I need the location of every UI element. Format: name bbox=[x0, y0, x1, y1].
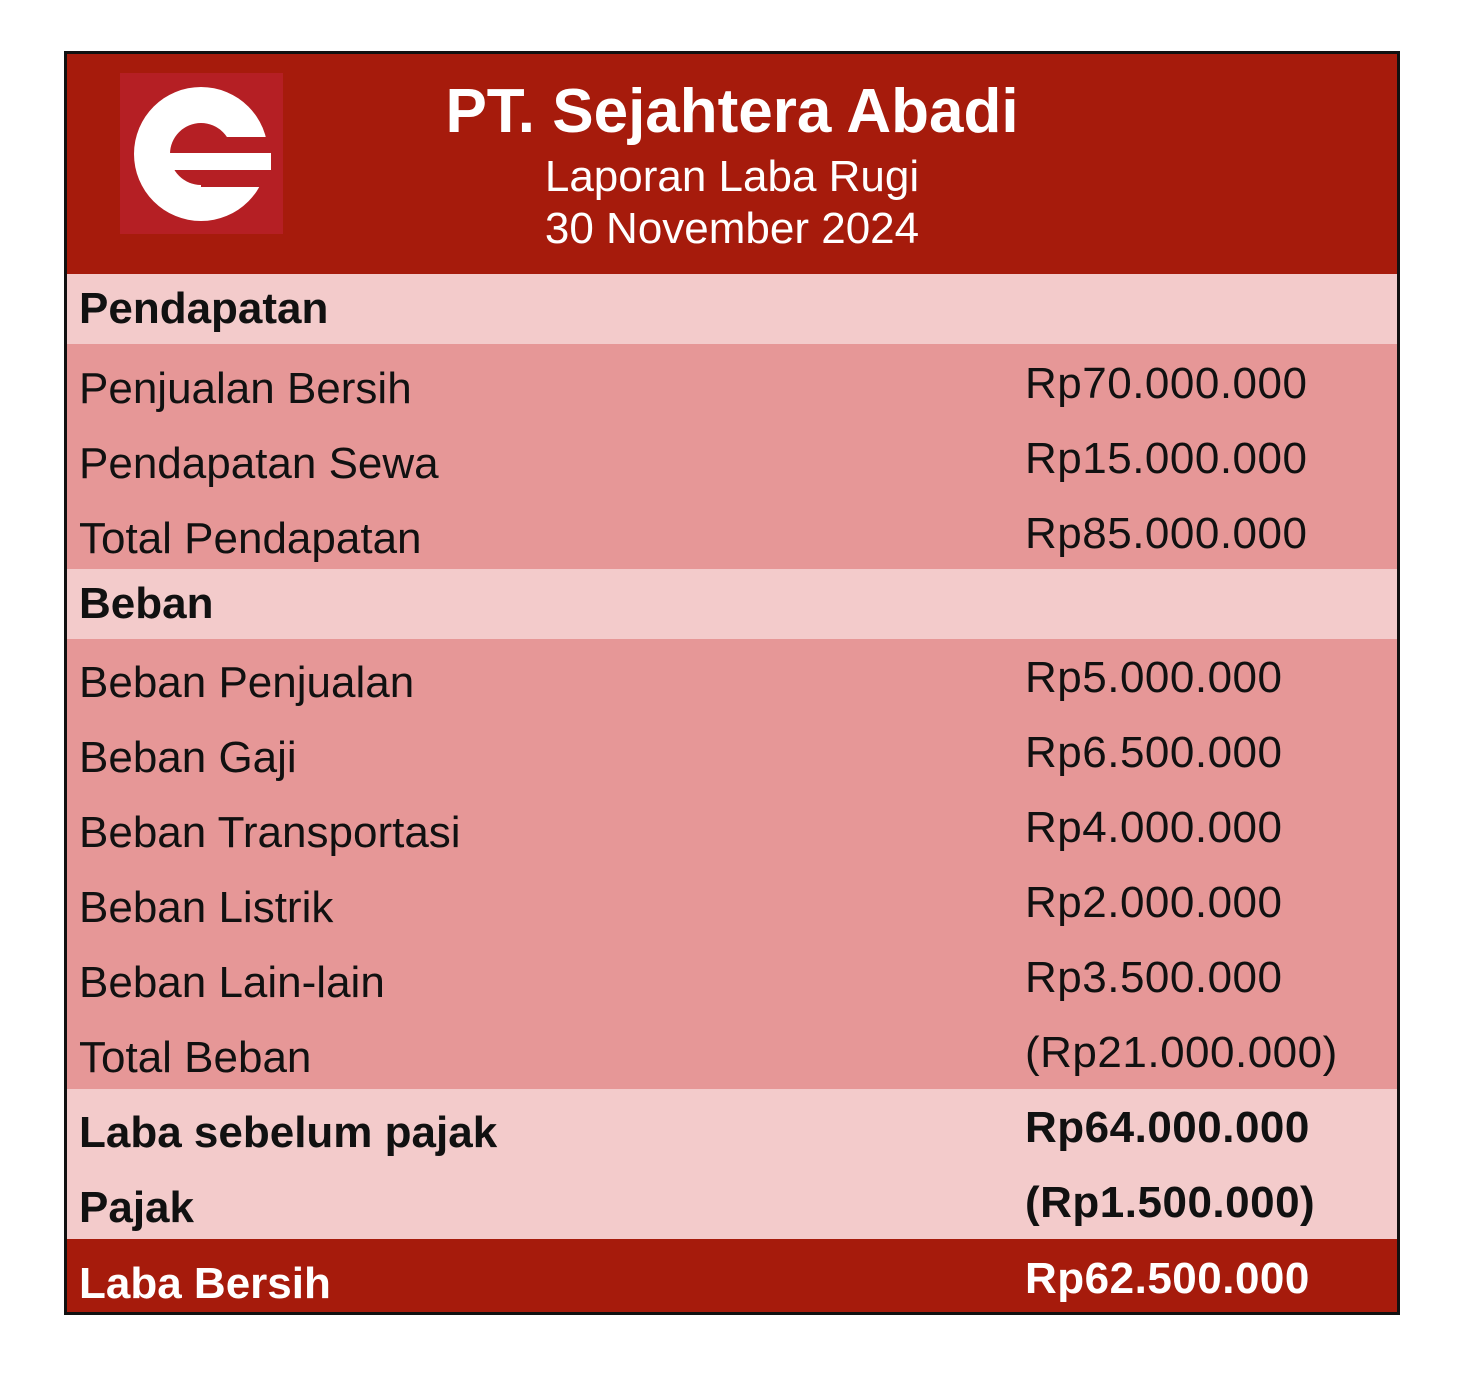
income-statement bbox=[64, 51, 1400, 1315]
line-item bbox=[67, 501, 1397, 576]
line-item-value: Rp3.500.000 bbox=[1025, 953, 1283, 1002]
line-item-label: Beban Listrik bbox=[79, 883, 334, 932]
line-item bbox=[67, 795, 1397, 870]
summary-label: Laba sebelum pajak bbox=[79, 1108, 498, 1157]
summary-row-pajak bbox=[67, 1170, 1397, 1245]
line-item-value: Rp70.000.000 bbox=[1025, 359, 1308, 408]
line-item-label: Pendapatan Sewa bbox=[79, 439, 439, 488]
section-heading-pendapatan bbox=[67, 274, 1397, 344]
line-item bbox=[67, 1020, 1397, 1095]
line-item-value: Rp5.000.000 bbox=[1025, 653, 1283, 702]
line-item bbox=[67, 870, 1397, 945]
net-income-value: Rp62.500.000 bbox=[1025, 1254, 1310, 1303]
line-item bbox=[67, 945, 1397, 1020]
line-item-value: (Rp21.000.000) bbox=[1025, 1028, 1338, 1077]
line-item-label: Total Beban bbox=[79, 1033, 312, 1082]
line-item-value: Rp85.000.000 bbox=[1025, 509, 1308, 558]
line-item-value: Rp6.500.000 bbox=[1025, 728, 1283, 777]
summary-value: Rp64.000.000 bbox=[1025, 1103, 1310, 1152]
statement-header bbox=[67, 54, 1397, 274]
line-item bbox=[67, 645, 1397, 720]
summary-row-laba-sebelum-pajak bbox=[67, 1095, 1397, 1170]
report-date: 30 November 2024 bbox=[544, 204, 920, 253]
line-item bbox=[67, 351, 1397, 426]
line-item-label: Beban Gaji bbox=[79, 733, 297, 782]
section-heading-label: Beban bbox=[79, 579, 214, 628]
company-name: PT. Sejahtera Abadi bbox=[445, 77, 1019, 146]
net-income-label: Laba Bersih bbox=[79, 1259, 331, 1308]
report-title: Laporan Laba Rugi bbox=[544, 152, 920, 201]
section-heading-beban bbox=[67, 569, 1397, 639]
summary-label: Pajak bbox=[79, 1183, 194, 1232]
net-income-row bbox=[67, 1246, 1397, 1315]
line-item-label: Beban Penjualan bbox=[79, 658, 415, 707]
section-heading-label: Pendapatan bbox=[79, 284, 329, 333]
line-item-value: Rp4.000.000 bbox=[1025, 803, 1283, 852]
line-item-label: Beban Lain-lain bbox=[79, 958, 385, 1007]
line-item-label: Penjualan Bersih bbox=[79, 364, 412, 413]
line-item bbox=[67, 426, 1397, 501]
line-item-label: Total Pendapatan bbox=[79, 514, 422, 563]
summary-value: (Rp1.500.000) bbox=[1025, 1178, 1316, 1227]
line-item-value: Rp2.000.000 bbox=[1025, 878, 1283, 927]
line-item bbox=[67, 720, 1397, 795]
line-item-value: Rp15.000.000 bbox=[1025, 434, 1308, 483]
line-item-label: Beban Transportasi bbox=[79, 808, 461, 857]
